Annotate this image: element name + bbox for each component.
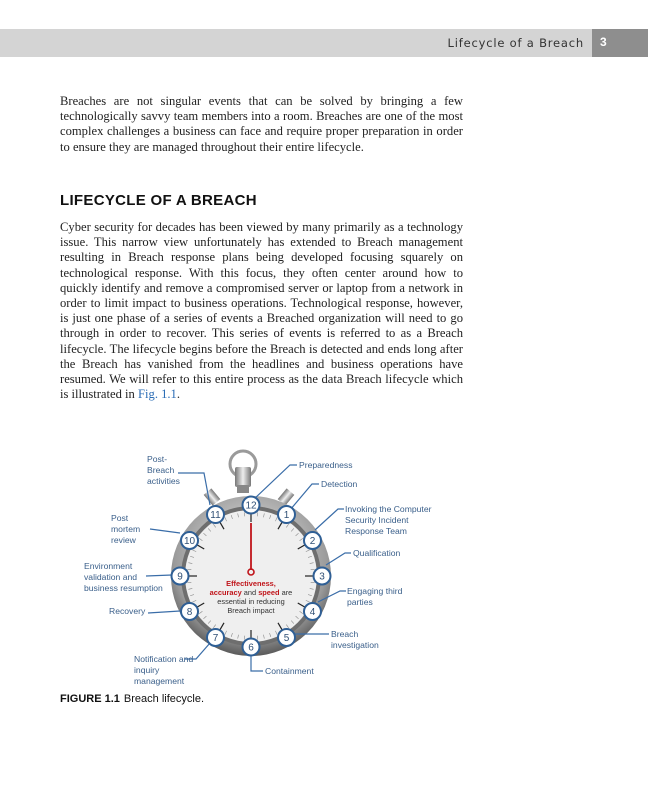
center-line-3: Breach impact xyxy=(227,606,275,615)
phase-number-7 xyxy=(207,629,224,646)
label-detection: Detection xyxy=(321,479,358,489)
running-title: Lifecycle of a Breach xyxy=(447,36,584,50)
intro-paragraph: Breaches are not singular events that can be solved by bringing a few technologically savvy team members into a room. Breaches are one of the most complex challenges a business can face and require proper preparation in order to ensure they are managed throughout their entire lifecycle. xyxy=(60,94,463,154)
label-recovery: Recovery xyxy=(109,606,146,616)
label-breach-investigation: Breach xyxy=(331,629,359,639)
svg-text:7: 7 xyxy=(212,632,219,644)
body-text: Cyber security for decades has been viewed by many primarily as a technology issue. This narrow view unfortunately has extended to Breach management resulting in Breach response plans being developed focusing squarely on technological response. With this focus, they often center around how to quickly identify and remove a compromised server or laptop from a network in order to limit impact to business operations. Technological response, however, is just one phase of a series of events a Breached organization will need to go through in order to recover. This series of events is referred to as a Breach lifecycle. The lifecycle begins before the Breach is detected and ends long after the Breach has vanished from the headlines and business operations have resumed. We will refer to this entire process as the data Breach lifecycle which is illustrated in xyxy=(60,220,463,402)
phase-number-2 xyxy=(304,532,321,549)
label-containment: Containment xyxy=(265,666,314,676)
link-suffix: . xyxy=(176,387,181,402)
phase-number-4 xyxy=(304,603,321,620)
svg-text:1: 1 xyxy=(283,510,290,522)
stopwatch-graphic xyxy=(171,451,331,656)
caption-label: FIGURE 1.1 xyxy=(60,693,120,705)
svg-text:2: 2 xyxy=(309,536,316,547)
label-notification: management xyxy=(134,676,185,686)
section-heading: LIFECYCLE OF A BREACH xyxy=(60,192,257,209)
label-invoking-csirt: Security Incident xyxy=(345,515,409,525)
svg-text:10: 10 xyxy=(183,536,196,547)
phase-number-8 xyxy=(181,603,198,620)
label-post-breach: Post- xyxy=(147,454,168,464)
label-notification: Notification and xyxy=(134,654,194,664)
svg-text:11: 11 xyxy=(210,510,221,522)
phase-number-11 xyxy=(207,506,224,523)
phase-number-10 xyxy=(181,532,198,549)
center-word-effectiveness: Effectiveness, xyxy=(226,579,276,588)
svg-text:8: 8 xyxy=(186,607,193,618)
svg-text:9: 9 xyxy=(177,571,183,583)
phase-number-3 xyxy=(314,568,331,585)
label-invoking-csirt: Invoking the Computer xyxy=(345,504,432,514)
label-post-mortem: review xyxy=(111,535,136,545)
figure-link[interactable]: Fig. 1.1 xyxy=(138,387,177,402)
label-post-mortem: Post xyxy=(111,513,129,523)
label-notification: inquiry xyxy=(134,665,160,675)
label-engaging-third-parties: Engaging third xyxy=(347,586,403,596)
phase-number-6 xyxy=(243,639,260,656)
svg-text:12: 12 xyxy=(245,500,257,512)
page-number: 3 xyxy=(600,35,607,49)
label-environment-validation: Environment xyxy=(84,561,133,571)
figure-caption xyxy=(60,693,204,705)
label-environment-validation: validation and xyxy=(84,572,138,582)
label-invoking-csirt: Response Team xyxy=(345,526,407,536)
svg-text:4: 4 xyxy=(309,607,316,618)
label-post-mortem: mortem xyxy=(111,524,141,534)
label-qualification: Qualification xyxy=(353,548,401,558)
center-line-1: accuracy and speed are xyxy=(209,588,293,597)
center-line-2: essential in reducing xyxy=(217,597,285,606)
label-post-breach: Breach xyxy=(147,465,175,475)
label-environment-validation: business resumption xyxy=(84,583,163,593)
svg-text:5: 5 xyxy=(283,632,290,644)
label-engaging-third-parties: parties xyxy=(347,597,373,607)
phase-number-5 xyxy=(278,629,295,646)
phase-number-12 xyxy=(243,497,260,514)
caption-text: Breach lifecycle. xyxy=(123,693,204,705)
label-breach-investigation: investigation xyxy=(331,640,379,650)
svg-text:6: 6 xyxy=(248,642,254,654)
label-post-breach: activities xyxy=(147,476,180,486)
phase-number-9 xyxy=(172,568,189,585)
label-preparedness: Preparedness xyxy=(299,460,353,470)
svg-text:3: 3 xyxy=(319,571,325,583)
phase-number-1 xyxy=(278,506,295,523)
